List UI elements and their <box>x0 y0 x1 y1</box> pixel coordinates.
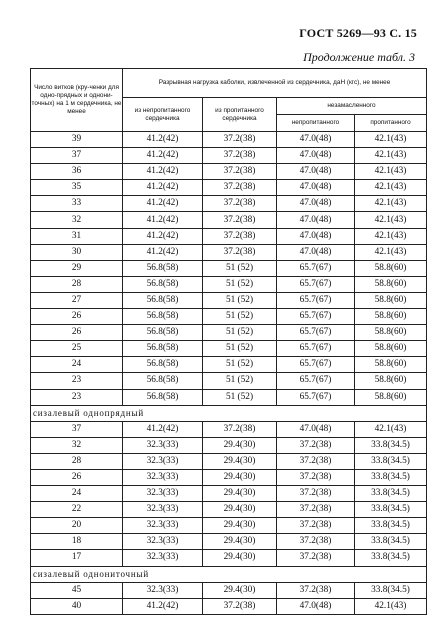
table-cell: 47.0(48) <box>277 598 355 614</box>
table-cell: 37.2(38) <box>277 582 355 598</box>
table-cell: 32.3(33) <box>123 486 203 502</box>
table-cell: 41.2(42) <box>123 196 203 212</box>
table-cell: 58.8(60) <box>355 309 427 325</box>
table-cell: 29.4(30) <box>203 518 277 534</box>
table-cell: 37.2(38) <box>203 244 277 260</box>
table-cell: 32.3(33) <box>123 534 203 550</box>
table-cell: 23 <box>31 373 123 389</box>
table-row <box>31 469 427 485</box>
table-row <box>31 260 427 276</box>
table-cell: 28 <box>31 276 123 292</box>
table-continuation-note: Продолжение табл. 3 <box>303 50 415 64</box>
table-cell: 35 <box>31 180 123 196</box>
table-header <box>31 69 427 132</box>
table-cell: 56.8(58) <box>123 309 203 325</box>
table-cell: 40 <box>31 598 123 614</box>
table-cell: 37.2(38) <box>203 164 277 180</box>
table-cell: 37.2(38) <box>203 598 277 614</box>
table-cell: 56.8(58) <box>123 373 203 389</box>
section-label: сизалевый однопрядный <box>31 405 427 421</box>
table-cell: 41.2(42) <box>123 180 203 196</box>
table-cell: 24 <box>31 486 123 502</box>
table-cell: 41.2(42) <box>123 212 203 228</box>
table-cell: 37 <box>31 421 123 437</box>
table-cell: 42.1(43) <box>355 212 427 228</box>
table-cell: 37.2(38) <box>203 421 277 437</box>
table-cell: 33.8(34.5) <box>355 582 427 598</box>
table-cell: 51 (52) <box>203 341 277 357</box>
table-cell: 29.4(30) <box>203 534 277 550</box>
table-cell: 47.0(48) <box>277 228 355 244</box>
col-header-non-impregnated: из непропитанного сердечника <box>123 98 203 132</box>
table-cell: 58.8(60) <box>355 373 427 389</box>
table-cell: 32 <box>31 437 123 453</box>
table-cell: 41.2(42) <box>123 164 203 180</box>
table-cell: 51 (52) <box>203 389 277 405</box>
table-cell: 41.2(42) <box>123 148 203 164</box>
table-cell: 58.8(60) <box>355 389 427 405</box>
table-cell: 29.4(30) <box>203 550 277 566</box>
table-cell: 33.8(34.5) <box>355 437 427 453</box>
table-cell: 41.2(42) <box>123 244 203 260</box>
table-cell: 33.8(34.5) <box>355 534 427 550</box>
table-cell: 41.2(42) <box>123 598 203 614</box>
table-cell: 58.8(60) <box>355 357 427 373</box>
table-cell: 37.2(38) <box>203 196 277 212</box>
table-cell: 29.4(30) <box>203 437 277 453</box>
table-cell: 26 <box>31 325 123 341</box>
table-cell: 41.2(42) <box>123 421 203 437</box>
table-cell: 33.8(34.5) <box>355 518 427 534</box>
data-table <box>30 68 427 615</box>
table-cell: 37.2(38) <box>203 132 277 148</box>
table-cell: 37 <box>31 148 123 164</box>
table-cell: 32.3(33) <box>123 437 203 453</box>
table-cell: 18 <box>31 534 123 550</box>
table-cell: 41.2(42) <box>123 132 203 148</box>
col-header-impregnated-sub: пропитанного <box>355 115 427 132</box>
table-cell: 17 <box>31 550 123 566</box>
table-cell: 58.8(60) <box>355 325 427 341</box>
table-cell: 32.3(33) <box>123 453 203 469</box>
table-cell: 42.1(43) <box>355 244 427 260</box>
section-label: сизалевый однониточный <box>31 566 427 582</box>
table-cell: 33.8(34.5) <box>355 486 427 502</box>
table-cell: 47.0(48) <box>277 148 355 164</box>
table-cell: 65.7(67) <box>277 389 355 405</box>
col-header-turns: Число витков (кру-ченки для одно-прядных и однони-точных) на 1 м сердечника, не менее <box>31 69 123 132</box>
table-cell: 42.1(43) <box>355 196 427 212</box>
table-cell: 27 <box>31 292 123 308</box>
table-cell: 33.8(34.5) <box>355 502 427 518</box>
table-cell: 42.1(43) <box>355 148 427 164</box>
table-cell: 37.2(38) <box>203 212 277 228</box>
table-cell: 30 <box>31 244 123 260</box>
section-row <box>31 566 427 582</box>
table-cell: 29 <box>31 260 123 276</box>
table-cell: 42.1(43) <box>355 421 427 437</box>
table-cell: 65.7(67) <box>277 309 355 325</box>
table-cell: 23 <box>31 389 123 405</box>
table-cell: 41.2(42) <box>123 228 203 244</box>
table-cell: 37.2(38) <box>277 453 355 469</box>
table-cell: 32.3(33) <box>123 550 203 566</box>
table-cell: 42.1(43) <box>355 598 427 614</box>
table-cell: 51 (52) <box>203 260 277 276</box>
table-row <box>31 276 427 292</box>
table-row <box>31 148 427 164</box>
table-cell: 36 <box>31 164 123 180</box>
table-cell: 42.1(43) <box>355 132 427 148</box>
table-cell: 26 <box>31 469 123 485</box>
table-cell: 56.8(58) <box>123 389 203 405</box>
table-cell: 42.1(43) <box>355 228 427 244</box>
table-cell: 65.7(67) <box>277 260 355 276</box>
table-row <box>31 292 427 308</box>
table-row <box>31 486 427 502</box>
table-row <box>31 325 427 341</box>
table-cell: 65.7(67) <box>277 341 355 357</box>
table-cell: 33.8(34.5) <box>355 469 427 485</box>
table-row <box>31 518 427 534</box>
table-row <box>31 502 427 518</box>
table-cell: 56.8(58) <box>123 292 203 308</box>
table-row <box>31 132 427 148</box>
table-cell: 58.8(60) <box>355 260 427 276</box>
table-cell: 25 <box>31 341 123 357</box>
table-cell: 29.4(30) <box>203 453 277 469</box>
table-row <box>31 598 427 614</box>
table-cell: 33.8(34.5) <box>355 550 427 566</box>
table-cell: 39 <box>31 132 123 148</box>
table-cell: 29.4(30) <box>203 469 277 485</box>
table-cell: 32.3(33) <box>123 502 203 518</box>
table-cell: 32.3(33) <box>123 518 203 534</box>
table-cell: 47.0(48) <box>277 244 355 260</box>
table-cell: 65.7(67) <box>277 292 355 308</box>
table-cell: 29.4(30) <box>203 486 277 502</box>
table-cell: 24 <box>31 357 123 373</box>
table-cell: 32 <box>31 212 123 228</box>
table-row <box>31 309 427 325</box>
col-header-impregnated: из пропитанного сердечника <box>203 98 277 132</box>
table-row <box>31 164 427 180</box>
table-cell: 37.2(38) <box>277 518 355 534</box>
table-cell: 65.7(67) <box>277 276 355 292</box>
table-row <box>31 437 427 453</box>
table-cell: 56.8(58) <box>123 357 203 373</box>
table-cell: 42.1(43) <box>355 164 427 180</box>
table-row <box>31 582 427 598</box>
table-cell: 51 (52) <box>203 309 277 325</box>
table-cell: 51 (52) <box>203 292 277 308</box>
table-cell: 51 (52) <box>203 373 277 389</box>
table-cell: 58.8(60) <box>355 276 427 292</box>
table-cell: 22 <box>31 502 123 518</box>
table-row <box>31 244 427 260</box>
table-cell: 37.2(38) <box>277 550 355 566</box>
col-header-load-group: Разрывная нагрузка каболки, извлеченной из сердечника, даН (кгс), не менее <box>123 69 427 98</box>
table-row <box>31 196 427 212</box>
table-cell: 29.4(30) <box>203 582 277 598</box>
table-cell: 37.2(38) <box>277 486 355 502</box>
table-row <box>31 212 427 228</box>
table-cell: 56.8(58) <box>123 276 203 292</box>
table-cell: 31 <box>31 228 123 244</box>
table-cell: 47.0(48) <box>277 421 355 437</box>
table-cell: 47.0(48) <box>277 132 355 148</box>
table-cell: 47.0(48) <box>277 212 355 228</box>
col-header-not-lubricated: незамасленного <box>277 98 427 115</box>
table-cell: 58.8(60) <box>355 341 427 357</box>
table-cell: 47.0(48) <box>277 164 355 180</box>
table-cell: 37.2(38) <box>277 534 355 550</box>
table-cell: 26 <box>31 309 123 325</box>
table-row <box>31 373 427 389</box>
table-cell: 47.0(48) <box>277 196 355 212</box>
table-cell: 37.2(38) <box>203 228 277 244</box>
table-cell: 29.4(30) <box>203 502 277 518</box>
table-cell: 20 <box>31 518 123 534</box>
table-cell: 51 (52) <box>203 357 277 373</box>
table-row <box>31 228 427 244</box>
table-row <box>31 550 427 566</box>
table-cell: 51 (52) <box>203 276 277 292</box>
table-cell: 37.2(38) <box>277 502 355 518</box>
table-row <box>31 534 427 550</box>
table-body <box>31 132 427 615</box>
table-cell: 47.0(48) <box>277 180 355 196</box>
table-cell: 51 (52) <box>203 325 277 341</box>
section-row <box>31 405 427 421</box>
page-header: ГОСТ 5269—93 С. 15 <box>299 26 417 40</box>
table-cell: 42.1(43) <box>355 180 427 196</box>
table-cell: 65.7(67) <box>277 325 355 341</box>
table-row <box>31 341 427 357</box>
table-row <box>31 389 427 405</box>
table-row <box>31 453 427 469</box>
table-cell: 37.2(38) <box>203 148 277 164</box>
table-row <box>31 421 427 437</box>
table-row <box>31 180 427 196</box>
table-cell: 33.8(34.5) <box>355 453 427 469</box>
table-cell: 65.7(67) <box>277 373 355 389</box>
table-cell: 56.8(58) <box>123 260 203 276</box>
table-cell: 32.3(33) <box>123 469 203 485</box>
table-cell: 56.8(58) <box>123 341 203 357</box>
table-cell: 32.3(33) <box>123 582 203 598</box>
table-cell: 65.7(67) <box>277 357 355 373</box>
table-cell: 45 <box>31 582 123 598</box>
table-cell: 33 <box>31 196 123 212</box>
table-cell: 37.2(38) <box>203 180 277 196</box>
table-cell: 28 <box>31 453 123 469</box>
table-row <box>31 357 427 373</box>
col-header-not-impregnated-sub: непропитанного <box>277 115 355 132</box>
table-cell: 56.8(58) <box>123 325 203 341</box>
table-cell: 58.8(60) <box>355 292 427 308</box>
table-cell: 37.2(38) <box>277 469 355 485</box>
table-cell: 37.2(38) <box>277 437 355 453</box>
